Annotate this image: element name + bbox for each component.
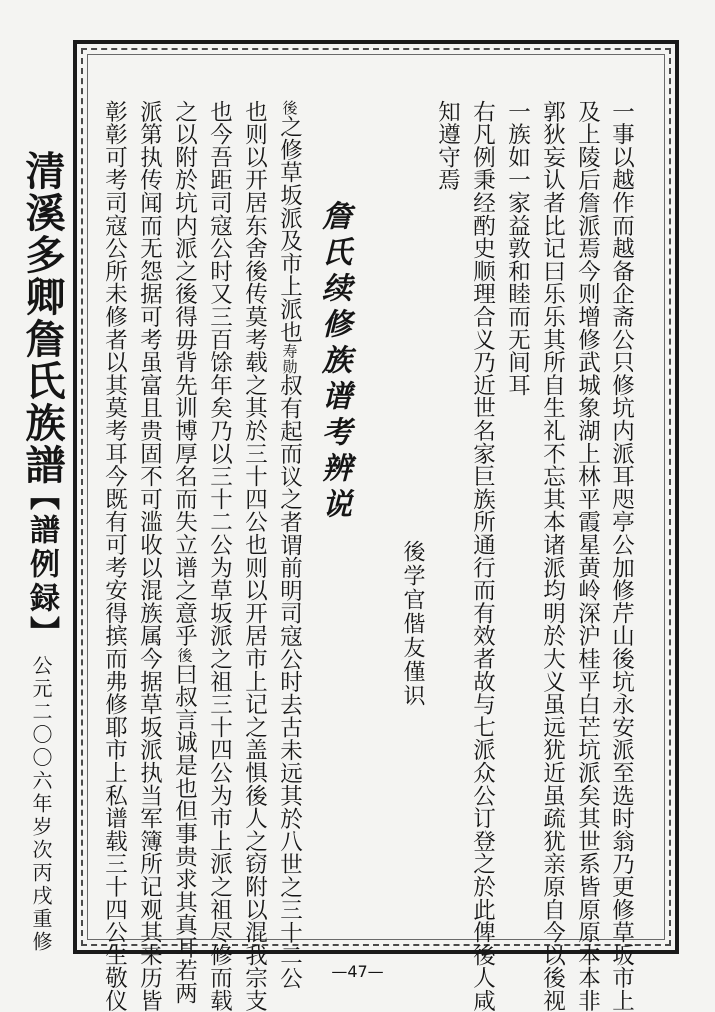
article-line-3: 也今吾距司寇公时又三百馀年矣乃以三十二公为草坂派之祖三十四公为市上派之祖尽修而载 [206, 100, 233, 1012]
article-line-4-text: 之以附於坑内派之後得毋背先训博厚名而失立谱之意乎 [171, 100, 198, 648]
preface-line-5: 右凡例秉经酌史顺理合义乃近世名家巨族所通行而有效者故与七派众公订登之於此俾後人咸 [469, 100, 496, 1012]
preface-line-6: 知遵守焉 [434, 100, 461, 192]
article-line-1-note: 寿勋 [280, 343, 299, 374]
article-line-4-tail: 曰叔言诚是也但事贵求其真耳若两 [171, 662, 198, 1005]
article-line-1-tail: 叔有起而议之者谓前明司寇公时去古未远其於八世之三十二公 [276, 373, 303, 990]
preface-signature: 後学官偕友僅识 [400, 540, 425, 708]
article-line-1 [278, 100, 301, 990]
article-line-6: 彰彰可考司寇公所未修者以其莫考耳今既有可考安得摈而弗修耶市上私谱载三十四公生敬仪 [101, 100, 128, 1012]
preface-line-1: 一事以越作而越备企斋公只修坑内派耳咫亭公加修芹山後坑永安派至选时翁乃更修草坂市上 [608, 100, 635, 1012]
article-line-2: 也则以开居东舍後传莫考载之其於三十四公也则以开居市上记之盖惧後人之窃附以混我宗支 [241, 100, 268, 1012]
article-line-5: 派第执传闻而无怨据可考虽富且贵固不可滥收以混族属今据草坂派执当军簿所记观其来历皆 [136, 100, 163, 1012]
preface-line-2: 及上陵后詹派焉今则增修武城象湖上林平霞星黄岭深沪桂平白芒坑派矣其世系皆原原本本非 [574, 100, 601, 1012]
article-line-4 [173, 100, 196, 1005]
article-title: 詹氏续修族谱考辨说 [316, 200, 351, 524]
article-line-4-note: 後 [175, 647, 194, 663]
preface-line-3: 郭狄妄认者比记曰乐乐其所自生礼不忘其本诸派均明於大义虽远犹近虽疏犹亲原自今以後视 [539, 100, 566, 1012]
book-title: 清溪多卿詹氏族譜 [19, 150, 66, 486]
chapter-label: 【譜例録】 [24, 480, 59, 650]
article-line-1-lead: 後 [280, 100, 299, 116]
page-number: —47— [331, 962, 384, 981]
article-line-1-text: 之修草坂派及市上派也 [276, 115, 303, 344]
year-line: 公元二〇〇六年岁次丙戌重修 [29, 655, 53, 954]
preface-line-4: 一族如一家益敦和睦而无间耳 [504, 100, 531, 397]
